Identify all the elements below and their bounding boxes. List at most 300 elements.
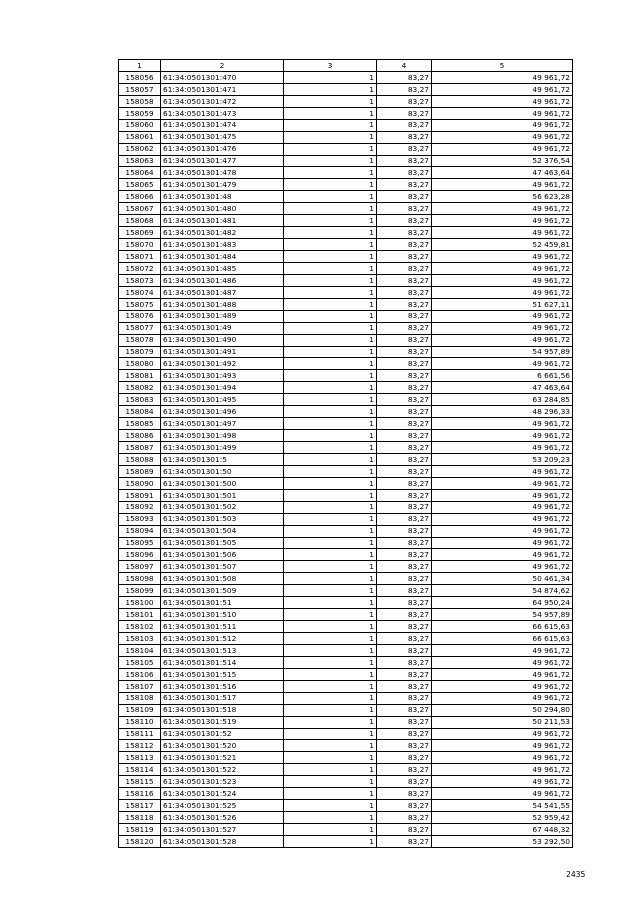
table-cell-col5: 49 961,72 — [432, 728, 573, 740]
table-cell-col1: 158059 — [119, 107, 161, 119]
table-row — [119, 418, 573, 430]
table-cell-col3: 1 — [284, 191, 377, 203]
table-cell-col4: 83,27 — [377, 752, 432, 764]
table-cell-col5: 49 961,72 — [432, 788, 573, 800]
table-row — [119, 597, 573, 609]
table-cell-col4: 83,27 — [377, 513, 432, 525]
table-cell-col5: 53 209,23 — [432, 453, 573, 465]
table-cell-col4: 83,27 — [377, 262, 432, 274]
table-cell-col1: 158103 — [119, 633, 161, 645]
header-row — [119, 60, 573, 72]
table-cell-col2: 61:34:0501301:52 — [161, 728, 284, 740]
table-row — [119, 310, 573, 322]
table-row — [119, 585, 573, 597]
table-cell-col5: 47 463,64 — [432, 167, 573, 179]
table-cell-col3: 1 — [284, 274, 377, 286]
table-cell-col1: 158110 — [119, 716, 161, 728]
table-cell-col1: 158074 — [119, 286, 161, 298]
table-cell-col5: 49 961,72 — [432, 776, 573, 788]
table-cell-col3: 1 — [284, 406, 377, 418]
table-cell-col4: 83,27 — [377, 310, 432, 322]
table-row — [119, 71, 573, 83]
table-cell-col5: 49 961,72 — [432, 274, 573, 286]
table-cell-col5: 50 461,34 — [432, 573, 573, 585]
table-cell-col1: 158108 — [119, 692, 161, 704]
table-cell-col4: 83,27 — [377, 298, 432, 310]
table-cell-col2: 61:34:0501301:483 — [161, 239, 284, 251]
table-cell-col2: 61:34:0501301:474 — [161, 119, 284, 131]
table-cell-col3: 1 — [284, 824, 377, 836]
table-cell-col4: 83,27 — [377, 668, 432, 680]
table-cell-col1: 158061 — [119, 131, 161, 143]
table-row — [119, 609, 573, 621]
table-cell-col3: 1 — [284, 131, 377, 143]
table-cell-col4: 83,27 — [377, 274, 432, 286]
table-cell-col4: 83,27 — [377, 418, 432, 430]
table-row — [119, 537, 573, 549]
table-row — [119, 764, 573, 776]
table-row — [119, 656, 573, 668]
table-cell-col4: 83,27 — [377, 227, 432, 239]
table-cell-col2: 61:34:0501301:506 — [161, 549, 284, 561]
column-header-1: 1 — [119, 60, 161, 72]
table-cell-col3: 1 — [284, 358, 377, 370]
column-header-3: 3 — [284, 60, 377, 72]
table-cell-col2: 61:34:0501301:473 — [161, 107, 284, 119]
table-cell-col4: 83,27 — [377, 764, 432, 776]
table-cell-col5: 49 961,72 — [432, 644, 573, 656]
table-cell-col1: 158116 — [119, 788, 161, 800]
table-cell-col2: 61:34:0501301:51 — [161, 597, 284, 609]
table-cell-col5: 6 661,56 — [432, 370, 573, 382]
table-cell-col5: 50 294,80 — [432, 704, 573, 716]
table-cell-col4: 83,27 — [377, 119, 432, 131]
table-cell-col2: 61:34:0501301:520 — [161, 740, 284, 752]
table-cell-col1: 158094 — [119, 525, 161, 537]
table-row — [119, 262, 573, 274]
table-cell-col5: 56 623,28 — [432, 191, 573, 203]
column-header-2: 2 — [161, 60, 284, 72]
table-row — [119, 668, 573, 680]
table-cell-col3: 1 — [284, 262, 377, 274]
table-row — [119, 776, 573, 788]
table-cell-col3: 1 — [284, 597, 377, 609]
table-cell-col5: 66 615,63 — [432, 633, 573, 645]
table-row — [119, 358, 573, 370]
table-row — [119, 680, 573, 692]
table-cell-col2: 61:34:0501301:499 — [161, 442, 284, 454]
table-cell-col2: 61:34:0501301:516 — [161, 680, 284, 692]
table-cell-col2: 61:34:0501301:493 — [161, 370, 284, 382]
table-row — [119, 191, 573, 203]
table-cell-col5: 49 961,72 — [432, 525, 573, 537]
table-cell-col2: 61:34:0501301:486 — [161, 274, 284, 286]
table-cell-col1: 158062 — [119, 143, 161, 155]
table-cell-col3: 1 — [284, 752, 377, 764]
table-cell-col4: 83,27 — [377, 322, 432, 334]
table-body — [119, 71, 573, 847]
table-cell-col3: 1 — [284, 95, 377, 107]
table-cell-col1: 158101 — [119, 609, 161, 621]
table-cell-col2: 61:34:0501301:515 — [161, 668, 284, 680]
table-row — [119, 788, 573, 800]
table-cell-col1: 158099 — [119, 585, 161, 597]
table-row — [119, 322, 573, 334]
table-cell-col4: 83,27 — [377, 95, 432, 107]
table-row — [119, 155, 573, 167]
table-cell-col2: 61:34:0501301:528 — [161, 835, 284, 847]
table-cell-col5: 49 961,72 — [432, 430, 573, 442]
table-cell-col4: 83,27 — [377, 716, 432, 728]
table-cell-col4: 83,27 — [377, 370, 432, 382]
table-cell-col2: 61:34:0501301:482 — [161, 227, 284, 239]
table-cell-col4: 83,27 — [377, 83, 432, 95]
table-cell-col4: 83,27 — [377, 155, 432, 167]
table-cell-col5: 49 961,72 — [432, 310, 573, 322]
table-row — [119, 740, 573, 752]
table-row — [119, 382, 573, 394]
table-cell-col2: 61:34:0501301:509 — [161, 585, 284, 597]
table-cell-col2: 61:34:0501301:527 — [161, 824, 284, 836]
table-cell-col2: 61:34:0501301:494 — [161, 382, 284, 394]
table-cell-col1: 158060 — [119, 119, 161, 131]
table-cell-col3: 1 — [284, 119, 377, 131]
table-cell-col3: 1 — [284, 716, 377, 728]
table-cell-col2: 61:34:0501301:522 — [161, 764, 284, 776]
table-cell-col1: 158117 — [119, 800, 161, 812]
table-cell-col3: 1 — [284, 728, 377, 740]
table-row — [119, 621, 573, 633]
table-cell-col2: 61:34:0501301:490 — [161, 334, 284, 346]
table-row — [119, 489, 573, 501]
table-row — [119, 406, 573, 418]
table-row — [119, 800, 573, 812]
table-row — [119, 179, 573, 191]
table-cell-col5: 49 961,72 — [432, 668, 573, 680]
table-cell-col5: 49 961,72 — [432, 489, 573, 501]
table-row — [119, 513, 573, 525]
table-cell-col4: 83,27 — [377, 107, 432, 119]
table-cell-col5: 52 959,42 — [432, 812, 573, 824]
table-cell-col2: 61:34:0501301:50 — [161, 465, 284, 477]
table-cell-col4: 83,27 — [377, 740, 432, 752]
table-cell-col1: 158084 — [119, 406, 161, 418]
table-cell-col2: 61:34:0501301:500 — [161, 477, 284, 489]
table-cell-col5: 54 874,62 — [432, 585, 573, 597]
table-cell-col3: 1 — [284, 298, 377, 310]
table-row — [119, 561, 573, 573]
table-row — [119, 835, 573, 847]
data-table — [118, 59, 573, 848]
table-row — [119, 203, 573, 215]
table-cell-col5: 49 961,72 — [432, 549, 573, 561]
table-row — [119, 716, 573, 728]
table-cell-col1: 158090 — [119, 477, 161, 489]
table-cell-col1: 158109 — [119, 704, 161, 716]
table-cell-col1: 158071 — [119, 251, 161, 263]
table-cell-col1: 158085 — [119, 418, 161, 430]
table-cell-col1: 158058 — [119, 95, 161, 107]
table-row — [119, 239, 573, 251]
table-cell-col4: 83,27 — [377, 835, 432, 847]
table-cell-col3: 1 — [284, 680, 377, 692]
table-cell-col1: 158083 — [119, 394, 161, 406]
table-cell-col5: 49 961,72 — [432, 537, 573, 549]
table-row — [119, 227, 573, 239]
table-cell-col3: 1 — [284, 382, 377, 394]
table-cell-col5: 49 961,72 — [432, 83, 573, 95]
table-cell-col4: 83,27 — [377, 191, 432, 203]
table-cell-col5: 49 961,72 — [432, 131, 573, 143]
table-cell-col3: 1 — [284, 668, 377, 680]
table-cell-col4: 83,27 — [377, 692, 432, 704]
table-cell-col4: 83,27 — [377, 394, 432, 406]
table-cell-col5: 49 961,72 — [432, 203, 573, 215]
table-cell-col1: 158105 — [119, 656, 161, 668]
table-cell-col4: 83,27 — [377, 453, 432, 465]
table-row — [119, 215, 573, 227]
table-row — [119, 274, 573, 286]
table-cell-col5: 52 376,54 — [432, 155, 573, 167]
table-cell-col1: 158080 — [119, 358, 161, 370]
table-cell-col2: 61:34:0501301:470 — [161, 71, 284, 83]
table-cell-col2: 61:34:0501301:487 — [161, 286, 284, 298]
table-cell-col5: 49 961,72 — [432, 358, 573, 370]
table-cell-col5: 64 950,24 — [432, 597, 573, 609]
table-cell-col4: 83,27 — [377, 167, 432, 179]
table-cell-col1: 158113 — [119, 752, 161, 764]
table-cell-col3: 1 — [284, 513, 377, 525]
table-row — [119, 95, 573, 107]
table-row — [119, 430, 573, 442]
table-cell-col4: 83,27 — [377, 465, 432, 477]
table-row — [119, 752, 573, 764]
table-cell-col1: 158119 — [119, 824, 161, 836]
table-cell-col1: 158076 — [119, 310, 161, 322]
table-cell-col3: 1 — [284, 167, 377, 179]
table-cell-col1: 158063 — [119, 155, 161, 167]
table-row — [119, 573, 573, 585]
table-cell-col5: 49 961,72 — [432, 95, 573, 107]
table-cell-col5: 66 615,63 — [432, 621, 573, 633]
table-cell-col3: 1 — [284, 239, 377, 251]
table-cell-col4: 83,27 — [377, 131, 432, 143]
table-cell-col3: 1 — [284, 453, 377, 465]
table-cell-col1: 158102 — [119, 621, 161, 633]
table-cell-col3: 1 — [284, 286, 377, 298]
table-cell-col4: 83,27 — [377, 728, 432, 740]
table-cell-col4: 83,27 — [377, 215, 432, 227]
table-row — [119, 453, 573, 465]
table-cell-col4: 83,27 — [377, 788, 432, 800]
column-header-5: 5 — [432, 60, 573, 72]
table-cell-col1: 158070 — [119, 239, 161, 251]
table-cell-col5: 49 961,72 — [432, 764, 573, 776]
table-row — [119, 251, 573, 263]
table-cell-col2: 61:34:0501301:513 — [161, 644, 284, 656]
table-cell-col1: 158112 — [119, 740, 161, 752]
table-cell-col2: 61:34:0501301:525 — [161, 800, 284, 812]
table-cell-col3: 1 — [284, 465, 377, 477]
table-cell-col3: 1 — [284, 83, 377, 95]
table-cell-col2: 61:34:0501301:485 — [161, 262, 284, 274]
table-cell-col4: 83,27 — [377, 812, 432, 824]
table-cell-col1: 158075 — [119, 298, 161, 310]
table-cell-col2: 61:34:0501301:508 — [161, 573, 284, 585]
table-cell-col3: 1 — [284, 656, 377, 668]
table-cell-col5: 49 961,72 — [432, 692, 573, 704]
table-cell-col1: 158104 — [119, 644, 161, 656]
table-cell-col2: 61:34:0501301:49 — [161, 322, 284, 334]
table-cell-col5: 49 961,72 — [432, 322, 573, 334]
table-cell-col3: 1 — [284, 788, 377, 800]
table-cell-col4: 83,27 — [377, 585, 432, 597]
table-cell-col2: 61:34:0501301:496 — [161, 406, 284, 418]
table-cell-col2: 61:34:0501301:491 — [161, 346, 284, 358]
table-cell-col4: 83,27 — [377, 143, 432, 155]
table-cell-col4: 83,27 — [377, 800, 432, 812]
table-cell-col1: 158077 — [119, 322, 161, 334]
table-cell-col4: 83,27 — [377, 537, 432, 549]
table-cell-col2: 61:34:0501301:471 — [161, 83, 284, 95]
table-cell-col1: 158097 — [119, 561, 161, 573]
table-cell-col5: 49 961,72 — [432, 680, 573, 692]
table-cell-col2: 61:34:0501301:505 — [161, 537, 284, 549]
table-cell-col5: 52 459,81 — [432, 239, 573, 251]
table-cell-col5: 49 961,72 — [432, 740, 573, 752]
table-cell-col2: 61:34:0501301:519 — [161, 716, 284, 728]
table-cell-col3: 1 — [284, 621, 377, 633]
table-cell-col3: 1 — [284, 776, 377, 788]
table-cell-col2: 61:34:0501301:512 — [161, 633, 284, 645]
table-cell-col5: 49 961,72 — [432, 561, 573, 573]
table-cell-col2: 61:34:0501301:504 — [161, 525, 284, 537]
table-cell-col3: 1 — [284, 633, 377, 645]
table-row — [119, 131, 573, 143]
table-row — [119, 119, 573, 131]
table-cell-col3: 1 — [284, 346, 377, 358]
table-cell-col4: 83,27 — [377, 549, 432, 561]
table-cell-col4: 83,27 — [377, 776, 432, 788]
table-row — [119, 812, 573, 824]
table-cell-col1: 158065 — [119, 179, 161, 191]
table-row — [119, 298, 573, 310]
table-cell-col2: 61:34:0501301:478 — [161, 167, 284, 179]
table-cell-col3: 1 — [284, 107, 377, 119]
table-cell-col5: 67 448,32 — [432, 824, 573, 836]
table-cell-col4: 83,27 — [377, 358, 432, 370]
table-row — [119, 370, 573, 382]
table-cell-col1: 158072 — [119, 262, 161, 274]
table-cell-col3: 1 — [284, 477, 377, 489]
table-cell-col4: 83,27 — [377, 680, 432, 692]
table-cell-col5: 54 541,55 — [432, 800, 573, 812]
table-cell-col3: 1 — [284, 370, 377, 382]
table-cell-col3: 1 — [284, 155, 377, 167]
table-cell-col1: 158079 — [119, 346, 161, 358]
table-row — [119, 394, 573, 406]
table-cell-col5: 51 627,11 — [432, 298, 573, 310]
table-cell-col3: 1 — [284, 549, 377, 561]
table-cell-col1: 158098 — [119, 573, 161, 585]
table-row — [119, 477, 573, 489]
table-cell-col4: 83,27 — [377, 561, 432, 573]
table-cell-col1: 158092 — [119, 501, 161, 513]
table-cell-col2: 61:34:0501301:510 — [161, 609, 284, 621]
table-cell-col4: 83,27 — [377, 609, 432, 621]
table-cell-col2: 61:34:0501301:523 — [161, 776, 284, 788]
table-cell-col2: 61:34:0501301:480 — [161, 203, 284, 215]
table-cell-col5: 49 961,72 — [432, 501, 573, 513]
table-cell-col5: 49 961,72 — [432, 143, 573, 155]
table-cell-col5: 49 961,72 — [432, 465, 573, 477]
table-cell-col4: 83,27 — [377, 286, 432, 298]
table-cell-col1: 158111 — [119, 728, 161, 740]
table-cell-col1: 158096 — [119, 549, 161, 561]
table-cell-col3: 1 — [284, 812, 377, 824]
table-cell-col4: 83,27 — [377, 597, 432, 609]
table-cell-col3: 1 — [284, 585, 377, 597]
table-cell-col4: 83,27 — [377, 346, 432, 358]
table-cell-col5: 63 284,85 — [432, 394, 573, 406]
table-cell-col5: 49 961,72 — [432, 215, 573, 227]
column-header-4: 4 — [377, 60, 432, 72]
table-cell-col1: 158093 — [119, 513, 161, 525]
table-cell-col4: 83,27 — [377, 633, 432, 645]
table-cell-col1: 158114 — [119, 764, 161, 776]
table-cell-col2: 61:34:0501301:502 — [161, 501, 284, 513]
table-cell-col5: 49 961,72 — [432, 119, 573, 131]
table-cell-col2: 61:34:0501301:488 — [161, 298, 284, 310]
table-cell-col2: 61:34:0501301:5 — [161, 453, 284, 465]
table-row — [119, 465, 573, 477]
table-cell-col4: 83,27 — [377, 71, 432, 83]
table-cell-col5: 49 961,72 — [432, 334, 573, 346]
table-cell-col5: 48 296,33 — [432, 406, 573, 418]
table-row — [119, 167, 573, 179]
table-cell-col3: 1 — [284, 71, 377, 83]
table-cell-col3: 1 — [284, 835, 377, 847]
table-cell-col3: 1 — [284, 764, 377, 776]
table-cell-col1: 158069 — [119, 227, 161, 239]
table-cell-col1: 158089 — [119, 465, 161, 477]
page-number: 2435 — [566, 870, 586, 879]
table-cell-col3: 1 — [284, 609, 377, 621]
table-cell-col5: 49 961,72 — [432, 107, 573, 119]
table-cell-col3: 1 — [284, 561, 377, 573]
table-cell-col3: 1 — [284, 740, 377, 752]
table-cell-col2: 61:34:0501301:518 — [161, 704, 284, 716]
table-cell-col2: 61:34:0501301:497 — [161, 418, 284, 430]
table-row — [119, 442, 573, 454]
table-cell-col1: 158115 — [119, 776, 161, 788]
table-cell-col3: 1 — [284, 322, 377, 334]
table-cell-col3: 1 — [284, 394, 377, 406]
table-cell-col2: 61:34:0501301:484 — [161, 251, 284, 263]
table-cell-col5: 49 961,72 — [432, 477, 573, 489]
table-cell-col2: 61:34:0501301:521 — [161, 752, 284, 764]
table-cell-col1: 158067 — [119, 203, 161, 215]
table-row — [119, 633, 573, 645]
table-cell-col1: 158078 — [119, 334, 161, 346]
table-cell-col4: 83,27 — [377, 442, 432, 454]
table-cell-col4: 83,27 — [377, 644, 432, 656]
table-cell-col3: 1 — [284, 227, 377, 239]
table-cell-col1: 158091 — [119, 489, 161, 501]
table-cell-col3: 1 — [284, 644, 377, 656]
table-row — [119, 692, 573, 704]
table-cell-col1: 158081 — [119, 370, 161, 382]
